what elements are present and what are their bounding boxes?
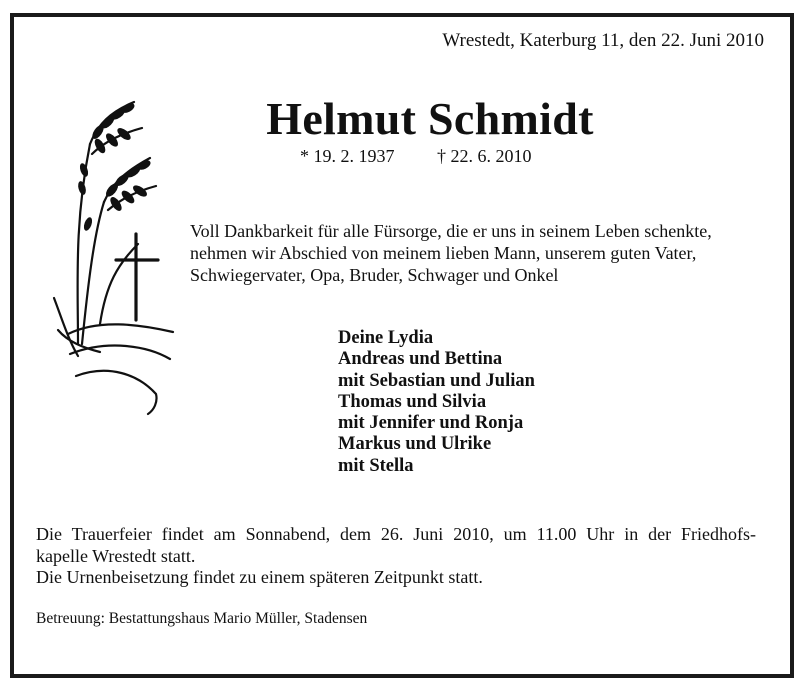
- grain: [115, 126, 132, 142]
- mourner-line: Deine Lydia: [338, 328, 434, 348]
- death-date: † 22. 6. 2010: [437, 146, 532, 166]
- hill-line: [54, 298, 78, 356]
- funeral-home-credit: Betreuung: Bestattungshaus Mario Müller, Stadensen: [36, 610, 368, 627]
- hill-line: [76, 371, 157, 414]
- mourner-line: Andreas und Bettina: [338, 349, 503, 370]
- mourner-line: Markus und Ulrike: [338, 434, 492, 455]
- intro-line: Schwiegervater, Opa, Bruder, Schwager und Onkel: [190, 265, 559, 285]
- life-dates: [300, 146, 532, 167]
- ceremony-line: Die Urnenbeisetzung findet zu einem späteren Zeitpunkt statt.: [36, 567, 483, 587]
- ceremony-line: kapelle Wrestedt statt.: [36, 545, 196, 566]
- grain: [78, 162, 89, 178]
- ceremony-info: [36, 524, 756, 589]
- wheat-and-cross-icon: [38, 84, 178, 420]
- intro-text: [190, 220, 750, 286]
- wheat-stalk: [100, 244, 138, 324]
- birth-date: * 19. 2. 1937: [300, 146, 395, 166]
- place-date: Wrestedt, Katerburg 11, den 22. Juni 2010: [442, 30, 764, 51]
- mourner-line: mit Stella: [338, 455, 414, 476]
- mourner-line: mit Sebastian und Julian: [338, 370, 535, 391]
- mourner-line: mit Jennifer und Ronja: [338, 413, 524, 434]
- ceremony-line: Die Trauerfeier findet am Sonnabend, dem 26. Juni 2010, um 11.00 Uhr in der Friedhofs-: [36, 524, 756, 544]
- grain: [131, 183, 149, 199]
- grain: [82, 216, 93, 232]
- intro-line: Voll Dankbarkeit für alle Fürsorge, die er uns in seinem Leben schenkte,: [190, 221, 712, 241]
- grain: [108, 195, 124, 213]
- mourner-line: Thomas und Silvia: [338, 391, 487, 412]
- intro-line: nehmen wir Abschied von meinem lieben Mann, unserem guten Vater,: [190, 243, 697, 263]
- grain: [104, 131, 120, 148]
- grain: [120, 189, 137, 206]
- mourners-list: [338, 328, 535, 477]
- deceased-name: Helmut Schmidt: [266, 93, 594, 144]
- grain: [77, 180, 87, 195]
